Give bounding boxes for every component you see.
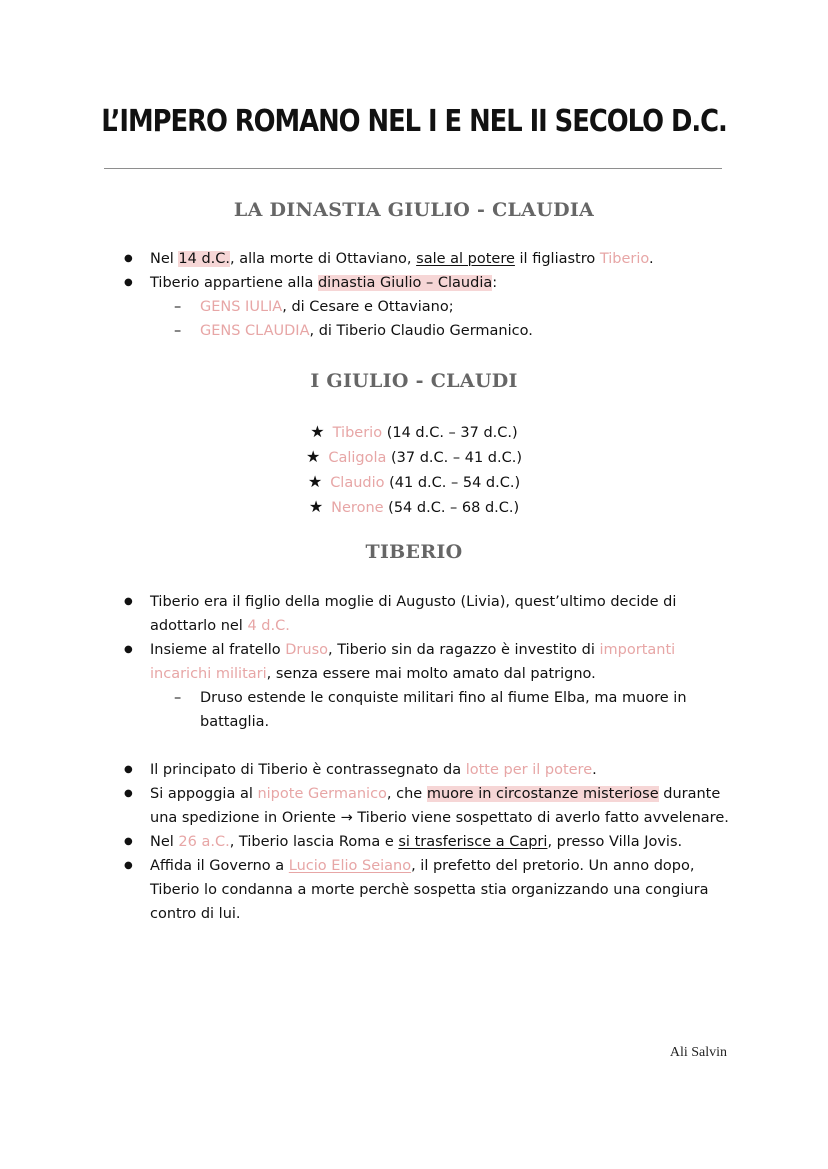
author-signature: Ali Salvin: [669, 1045, 727, 1060]
heading-tiberio: TIBERIO: [365, 541, 463, 563]
star-icon: ★: [308, 497, 324, 516]
title-divider: [104, 168, 722, 169]
list-item: ● Si appoggia al nipote Germanico, che muore in circostanze misteriose durante una spedizione in Oriente → Tiberio viene sospettato di averlo fatto avvelenare.: [0, 782, 730, 830]
list-item: ● Insieme al fratello Druso, Tiberio sin da ragazzo è investito di importanti incarichi militari, senza essere mai molto amato dal patrigno. – Druso estende le conquiste militari fino al fiume Elba, ma muore in battaglia.: [0, 638, 730, 734]
list-item: ● Il principato di Tiberio è contrassegnato da lotte per il potere.: [0, 758, 730, 782]
list-item: ● Nel 26 a.C., Tiberio lascia Roma e si trasferisce a Capri, presso Villa Jovis.: [0, 830, 730, 854]
ruler-item: ★ Nerone (54 d.C. – 68 d.C.): [308, 497, 520, 516]
sub-list-gens: [150, 295, 730, 343]
ruler-item: ★ Tiberio (14 d.C. – 37 d.C.): [310, 422, 518, 441]
sub-list-item: – GENS CLAUDIA, di Tiberio Claudio Germanico.: [150, 319, 690, 343]
list-item: ● Affida il Governo a Lucio Elio Seiano, il prefetto del pretorio. Un anno dopo, Tiberio lo condanna a morte perchè sospetta stia organizzando una congiura contro di lui.: [0, 854, 730, 926]
list-item: ● Nel 14 d.C., alla morte di Ottaviano, sale al potere il figliastro Tiberio.: [0, 247, 730, 271]
sub-list-item: – GENS IULIA, di Cesare e Ottaviano;: [150, 295, 690, 319]
ruler-item: ★ Caligola (37 d.C. – 41 d.C.): [305, 447, 522, 466]
star-icon: ★: [310, 422, 325, 441]
page-title: L’IMPERO ROMANO NEL I E NEL II SECOLO D.C.: [101, 104, 727, 139]
rulers-list: [0, 420, 828, 520]
list-item: ● Tiberio era il figlio della moglie di Augusto (Livia), quest’ultimo decide di adottarlo nel 4 d.C.: [0, 590, 730, 638]
star-icon: ★: [305, 447, 321, 466]
list-item: ● Tiberio appartiene alla dinastia Giulio – Claudia: – GENS IULIA, di Cesare e Ottaviano; – GENS CLAUDIA, di Tiberio Claudio Germanico.: [0, 271, 730, 343]
ruler-item: ★ Claudio (41 d.C. – 54 d.C.): [307, 472, 521, 491]
list-tiberio-2: [0, 758, 730, 926]
star-icon: ★: [307, 472, 323, 491]
list-dinastia: [0, 247, 730, 343]
sub-list-item: – Druso estende le conquiste militari fino al fiume Elba, ma muore in battaglia.: [150, 686, 690, 734]
heading-giulio-claudi: I GIULIO - CLAUDI: [310, 370, 518, 392]
sub-list-druso: [150, 686, 730, 734]
heading-dinastia: LA DINASTIA GIULIO - CLAUDIA: [233, 199, 595, 221]
list-tiberio-1: [0, 590, 730, 734]
